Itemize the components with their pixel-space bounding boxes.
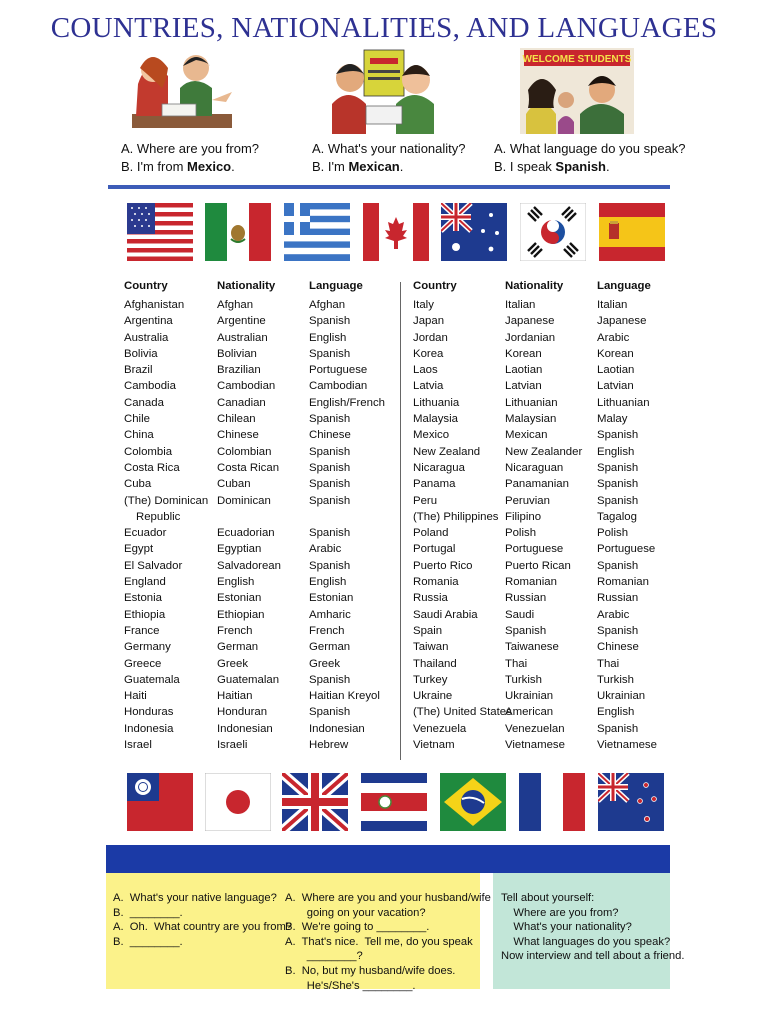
united-states-flag [127,203,193,261]
nationality-cell: Jordanian [505,331,556,344]
nationality-cell: Israeli [217,739,248,752]
country-cell: Argentina [124,315,173,328]
language-cell: Spanish [597,478,639,491]
country-cell: Portugal [413,543,456,556]
language-cell: Vietnamese [597,739,657,752]
nationality-column-right [505,279,582,753]
nationality-cell: Honduran [217,706,268,719]
nationality-cell: Estonian [217,592,262,605]
page-title: COUNTRIES, NATIONALITIES, AND LANGUAGES [50,12,718,44]
nationality-cell: Afghan [217,299,254,311]
country-cell: Jordan [413,331,448,344]
language-cell: Spanish [309,559,351,572]
dialogue-2-question: A. What's your nationality? [312,141,466,156]
country-cell: Australia [124,331,169,344]
illustration-students-reading [128,44,238,134]
nationality-cell: Venezuelan [505,722,565,735]
nationality-cell: Brazilian [217,364,261,377]
language-cell: Thai [597,657,620,670]
nationality-cell: Chinese [217,429,259,442]
language-cell: Arabic [309,543,342,556]
language-cell: Spanish [597,494,639,507]
prompt-line: Tell about yourself: [501,892,595,904]
mexico-flag [205,203,271,261]
nationality-cell: Portuguese [505,543,564,556]
country-cell: (The) Dominican [124,494,209,507]
conversation-left [113,891,292,949]
country-cell: Turkey [413,673,448,686]
country-cell: Thailand [413,657,457,670]
nationality-cell: Panamanian [505,478,569,491]
nationality-cell [217,509,281,525]
nationality-cell: Mexican [505,429,548,442]
nationality-cell: Indonesian [217,722,273,735]
nationality-cell: Japanese [505,315,555,328]
australia-flag [441,203,507,261]
language-cell: Laotian [597,364,635,377]
nationality-cell: Nicaraguan [505,461,564,474]
prompt-line: What languages do you speak? [501,935,671,948]
nationality-cell: Russian [505,592,547,605]
country-cell: Estonia [124,592,162,605]
country-cell: Taiwan [413,641,449,654]
language-cell: Spanish [597,722,639,735]
nationality-cell: Salvadorean [217,559,281,572]
language-header: Language [597,280,651,292]
language-cell: Greek [309,657,341,670]
country-cell: Puerto Rico [413,559,473,572]
language-header: Language [309,280,363,292]
country-cell: Poland [413,527,449,540]
language-cell: Spanish [309,478,351,491]
banner-text: WELCOME STUDENTS [522,54,632,65]
dialogue-3-answer: B. I speak Spanish. [494,159,610,174]
language-cell: Italian [597,299,628,311]
language-cell: Indonesian [309,722,365,735]
language-cell: French [309,624,345,637]
country-cell: Japan [413,315,445,328]
nationality-cell: Korean [505,347,542,360]
language-cell: Spanish [309,413,351,426]
conversation-line: B. ________. [113,935,183,948]
country-cell: Russia [413,592,448,605]
united-kingdom-flag [282,773,348,831]
nationality-cell: Latvian [505,380,542,393]
country-cell: Greece [124,657,162,670]
nationality-cell: Peruvian [505,494,550,507]
language-cell: Portuguese [597,543,656,556]
spain-flag [599,203,665,261]
nationality-cell: Dominican [217,494,271,507]
country-cell: Ethiopia [124,608,166,621]
nationality-cell: Filipino [505,510,542,523]
country-cell: Latvia [413,380,444,393]
language-column-left [309,279,385,753]
greece-flag [284,203,350,261]
nationality-cell: Ethiopian [217,608,265,621]
country-cell: Peru [413,494,438,507]
country-header: Country [124,280,168,292]
conversation-line: B. We're going to ________. [285,921,430,934]
blue-band [106,845,670,873]
country-cell: Saudi Arabia [413,608,478,621]
country-cell: Israel [124,739,152,752]
nationality-cell: Bolivian [217,347,257,360]
language-cell: Spanish [309,315,351,328]
dialogue-1 [121,140,259,176]
language-cell: Estonian [309,592,354,605]
country-cell: Afghanistan [124,299,185,311]
dialogue-2-answer: B. I'm Mexican. [312,159,404,174]
nationality-cell: Cuban [217,478,251,491]
nationality-cell: Ukrainian [505,690,554,703]
nationality-cell: Egyptian [217,543,262,556]
brazil-flag [440,773,506,831]
nationality-header: Nationality [505,280,564,292]
students-poster-icon [330,44,438,134]
country-cell: Spain [413,624,443,637]
country-cell: Haiti [124,690,147,703]
language-cell: Haitian Kreyol [309,690,380,703]
language-cell: Afghan [309,299,346,311]
dialogue-2 [312,140,466,176]
country-cell: Malaysia [413,413,458,426]
country-column-right [413,279,512,753]
nationality-cell: Malaysian [505,413,557,426]
dialogue-3-question: A. What language do you speak? [494,141,686,156]
nationality-cell: Turkish [505,673,542,686]
language-cell: Spanish [597,461,639,474]
language-cell: Hebrew [309,739,349,752]
country-cell: (The) United States [413,706,512,719]
dialogue-3 [494,140,686,176]
conversation-line: A. Where are you and your husband/wife [285,892,491,904]
language-cell: Spanish [309,494,351,507]
country-cell: Nicaragua [413,461,465,474]
language-cell: Japanese [597,315,647,328]
france-flag [519,773,585,831]
country-cell: Venezuela [413,722,467,735]
nationality-cell: Guatemalan [217,673,280,686]
conversation-line: going on your vacation? [285,906,426,919]
nationality-cell: Cambodian [217,380,276,393]
country-cell: Egypt [124,543,154,556]
country-cell: Costa Rica [124,461,180,474]
nationality-cell: Romanian [505,576,557,589]
country-cell: (The) Philippines [413,510,499,523]
language-cell: Ukrainian [597,690,646,703]
dialogue-1-answer: B. I'm from Mexico. [121,159,235,174]
language-cell: Cambodian [309,380,368,393]
nationality-cell: Chilean [217,413,256,426]
country-cell: Republic [136,510,181,523]
country-cell: Laos [413,364,438,377]
conversation-line: He's/She's ________. [285,979,416,992]
country-cell: Ecuador [124,527,167,540]
conversation-line: ________? [285,950,363,963]
language-cell: Polish [597,527,629,540]
country-cell: Mexico [413,429,450,442]
country-cell: Canada [124,396,164,409]
country-cell: Lithuania [413,396,460,409]
country-cell: Cambodia [124,380,176,393]
nationality-cell: Lithuanian [505,396,558,409]
nationality-cell: German [217,641,259,654]
country-cell: Romania [413,576,459,589]
country-cell: Indonesia [124,722,174,735]
country-cell: Korea [413,347,444,360]
language-cell: Chinese [597,641,639,654]
country-cell: Honduras [124,706,174,719]
country-cell: Italy [413,299,434,311]
language-cell: Romanian [597,576,649,589]
country-cell: New Zealand [413,445,481,458]
language-cell: Russian [597,592,639,605]
language-cell: Turkish [597,673,634,686]
language-cell: English [309,331,347,344]
conversation-line: A. Oh. What country are you from? [113,921,293,934]
nationality-column-left [217,279,281,753]
language-column-right [597,279,657,753]
nationality-cell: Canadian [217,396,266,409]
nationality-cell: Argentine [217,315,266,328]
korea-flag [520,203,586,261]
nationality-cell: Saudi [505,608,535,621]
language-cell: Spanish [309,527,351,540]
nationality-cell: Australian [217,331,268,344]
language-cell: Spanish [309,445,351,458]
nationality-cell: Thai [505,657,528,670]
tell-about-yourself-text [501,891,684,964]
language-cell: Malay [597,413,628,426]
country-header: Country [413,280,457,292]
country-cell: China [124,429,154,442]
language-cell: Spanish [309,673,351,686]
nationality-cell: American [505,706,554,719]
language-cell: Spanish [597,624,639,637]
illustration-welcome-students [518,44,636,134]
country-cell: Vietnam [413,739,455,752]
conversation-line: A. That's nice. Tell me, do you speak [285,935,473,948]
illustration-students-poster [330,44,438,134]
nationality-cell: Colombian [217,445,272,458]
conversation-line: B. No, but my husband/wife does. [285,964,456,977]
language-cell: Korean [597,347,634,360]
country-cell: Cuba [124,478,152,491]
language-cell: English/French [309,396,385,409]
country-cell: Brazil [124,364,153,377]
costa-rica-flag [361,773,427,831]
taiwan-flag [127,773,193,831]
prompt-line: Where are you from? [501,906,619,919]
language-cell: Tagalog [597,510,637,523]
language-cell: English [309,576,347,589]
country-cell: Panama [413,478,456,491]
canada-flag [363,203,429,261]
nationality-cell: Ecuadorian [217,527,275,540]
nationality-cell: Greek [217,657,249,670]
welcome-banner-icon [518,44,636,134]
nationality-cell: Vietnamese [505,739,565,752]
country-cell: Chile [124,413,150,426]
nationality-cell: English [217,576,255,589]
language-cell: Arabic [597,331,630,344]
nationality-cell: Spanish [505,624,547,637]
language-cell: English [597,445,635,458]
students-reading-icon [128,44,238,134]
language-cell: Portuguese [309,364,368,377]
language-cell: Spanish [309,347,351,360]
nationality-cell: Polish [505,527,537,540]
language-cell: Amharic [309,608,351,621]
language-cell: Latvian [597,380,634,393]
conversation-middle [285,891,491,993]
language-cell: Lithuanian [597,396,650,409]
new-zealand-flag [598,773,664,831]
column-divider [400,282,401,760]
country-cell: Bolivia [124,347,158,360]
language-cell: Chinese [309,429,351,442]
language-cell: Spanish [309,706,351,719]
nationality-cell: Taiwanese [505,641,559,654]
japan-flag [205,773,271,831]
nationality-header: Nationality [217,280,276,292]
section-divider [108,185,670,189]
language-cell: German [309,641,351,654]
nationality-cell: French [217,624,253,637]
language-cell [309,509,385,525]
country-cell: Colombia [124,445,173,458]
country-cell: Germany [124,641,171,654]
language-cell: Spanish [309,461,351,474]
country-cell: France [124,624,160,637]
country-cell: Ukraine [413,690,453,703]
country-cell: El Salvador [124,559,183,572]
language-cell: English [597,706,635,719]
nationality-cell: Italian [505,299,536,311]
nationality-cell: Laotian [505,364,543,377]
nationality-cell: Puerto Rican [505,559,571,572]
country-cell: England [124,576,166,589]
conversation-line: A. What's your native language? [113,892,277,904]
conversation-line: B. ________. [113,906,183,919]
country-column-left [124,279,208,753]
language-cell: Spanish [597,559,639,572]
nationality-cell: Costa Rican [217,461,280,474]
country-cell: Guatemala [124,673,180,686]
prompt-line: Now interview and tell about a friend. [501,950,685,963]
language-cell: Arabic [597,608,630,621]
nationality-cell: Haitian [217,690,253,703]
dialogue-1-question: A. Where are you from? [121,141,259,156]
prompt-line: What's your nationality? [501,921,632,934]
language-cell: Spanish [597,429,639,442]
nationality-cell: New Zealander [505,445,583,458]
